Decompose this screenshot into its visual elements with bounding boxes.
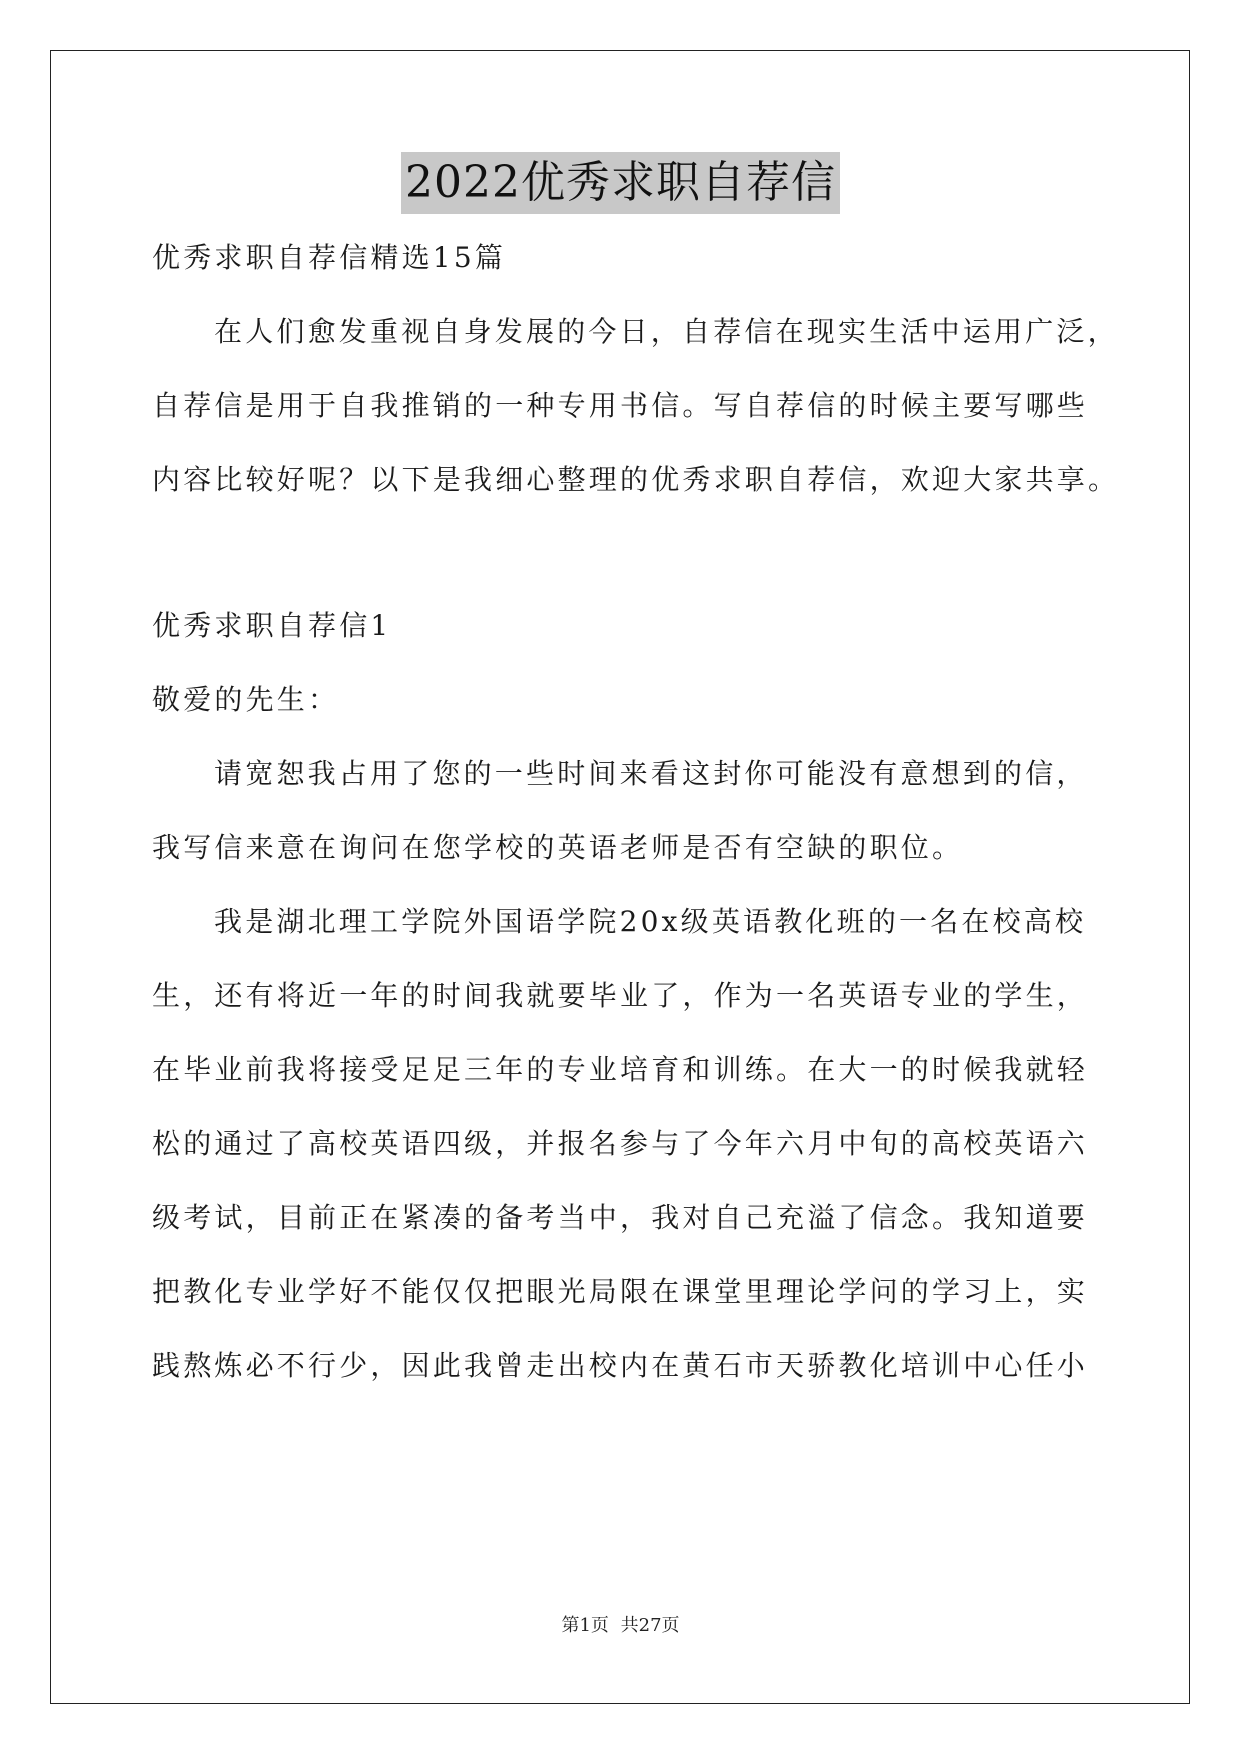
paragraph2-line-3: 在毕业前我将接受足足三年的专业培育和训练。在大一的时候我就轻 [152,1053,1089,1086]
paragraph1-line-2: 我写信来意在询问在您学校的英语老师是否有空缺的职位。 [152,831,964,864]
paragraph2-line-4: 松的通过了高校英语四级，并报名参与了今年六月中旬的高校英语六 [152,1127,1089,1160]
paragraph2-line-6: 把教化专业学好不能仅仅把眼光局限在课堂里理论学问的学习上，实 [152,1275,1089,1308]
section-heading: 优秀求职自荐信1 [152,609,392,642]
page-footer [0,1614,1241,1638]
page-number: 第1页 [561,1615,609,1636]
paragraph2-line-2: 生，还有将近一年的时间我就要毕业了，作为一名英语专业的学生， [152,979,1089,1012]
salutation: 敬爱的先生： [152,683,340,716]
paragraph1-line-1: 请宽恕我占用了您的一些时间来看这封你可能没有意想到的信， [214,757,1088,790]
subtitle: 优秀求职自荐信精选15篇 [152,241,507,274]
paragraph2-line-1: 我是湖北理工学院外国语学院20x级英语教化班的一名在校高校 [214,905,1087,938]
intro-line-2: 自荐信是用于自我推销的一种专用书信。写自荐信的时候主要写哪些 [152,389,1089,422]
total-pages: 共27页 [620,1615,680,1636]
intro-line-3: 内容比较好呢？以下是我细心整理的优秀求职自荐信，欢迎大家共享。 [152,463,1120,496]
intro-line-1: 在人们愈发重视自身发展的今日，自荐信在现实生活中运用广泛， [214,315,1119,348]
title-container [0,152,1241,214]
paragraph2-line-5: 级考试，目前正在紧凑的备考当中，我对自己充溢了信念。我知道要 [152,1201,1089,1234]
document-title: 2022优秀求职自荐信 [401,152,840,214]
page-border [50,50,1190,1704]
paragraph2-line-7: 践熬炼必不行少，因此我曾走出校内在黄石市天骄教化培训中心任小 [152,1349,1089,1382]
